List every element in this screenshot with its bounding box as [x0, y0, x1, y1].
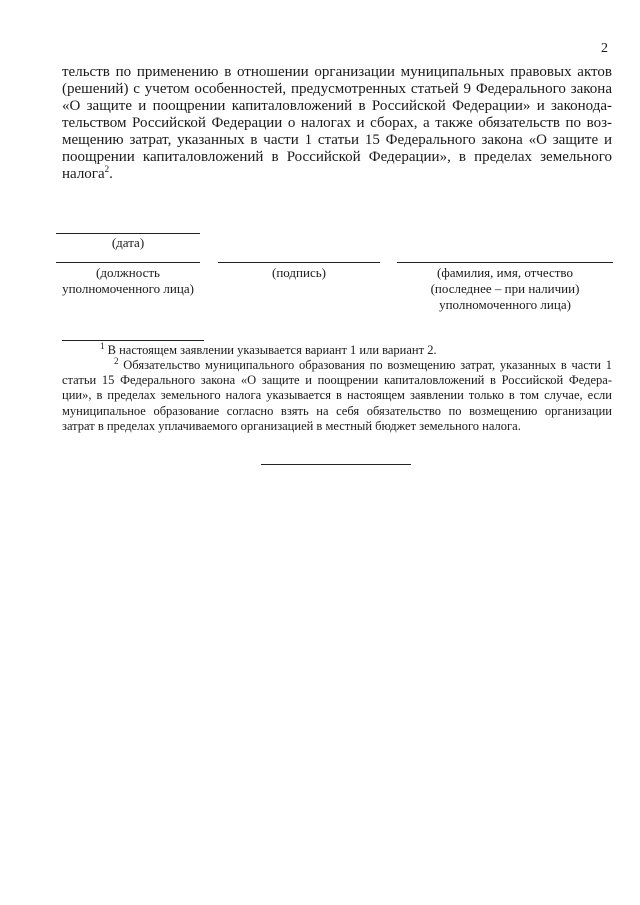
- footnote-2: [62, 355, 612, 434]
- body-line-tail: .: [109, 166, 113, 182]
- signature-caption: (подпись): [272, 265, 326, 280]
- footnote-line: [62, 355, 612, 373]
- date-caption: (дата): [111, 235, 145, 250]
- position-caption-2: уполномоченного лица): [62, 281, 194, 296]
- body-line: «О защите и поощрении капиталовложений в Российской Федерации» и законода-: [62, 98, 612, 114]
- body-line: поощрении капиталовложений в Российской Федерации», в пределах земельного: [62, 149, 612, 165]
- footnote-separator: [62, 340, 204, 341]
- position-caption-1: (должность: [96, 265, 160, 280]
- body-line-last: [62, 166, 612, 183]
- page-number: 2: [601, 41, 608, 56]
- signature-line: [218, 262, 380, 263]
- body-line: мещению затрат, указанных в части 1 статьи 15 Федерального закона «О защите и: [62, 132, 612, 148]
- footnote-mark: 2: [114, 355, 119, 366]
- name-caption-1: (фамилия, имя, отчество: [437, 265, 573, 280]
- body-line: тельством Российской Федерации о налогах и сборах, а также обязательств по воз-: [62, 115, 612, 131]
- footnote-line: ции», в пределах земельного налога указывается в настоящем заявлении только в том случае, если: [62, 388, 612, 403]
- body-line: тельств по применению в отношении организации муниципальных правовых актов: [62, 64, 612, 80]
- footnote-1: [100, 340, 437, 358]
- name-caption-3: уполномоченного лица): [439, 297, 571, 312]
- body-line: (решений) с учетом особенностей, предусмотренных статьей 9 Федерального закона: [62, 81, 612, 97]
- footnote-mark: 1: [100, 340, 105, 351]
- name-caption-2: (последнее – при наличии): [430, 281, 580, 296]
- body-line: налога: [62, 166, 105, 182]
- footnote-line: затрат в пределах уплачиваемого организацией в местный бюджет земельного налога.: [62, 418, 521, 433]
- footnote-text: В настоящем заявлении указывается вариант 1 или вариант 2.: [104, 343, 437, 357]
- position-line: [56, 262, 200, 263]
- end-separator: [261, 464, 411, 465]
- footnote-ref: 2: [104, 164, 110, 174]
- name-line: [397, 262, 613, 263]
- body-paragraph: [62, 64, 612, 183]
- date-line: [56, 233, 200, 234]
- footnote-line: статьи 15 Федерального закона «О защите и поощрении капиталовложений в Российской Федера-: [62, 373, 612, 388]
- footnote-line: муниципальное образование согласно взять на себя обязательство по возмещению организации: [62, 403, 612, 418]
- footnote-text: Обязательство муниципального образования по возмещению затрат, указанных в части 1: [118, 358, 612, 372]
